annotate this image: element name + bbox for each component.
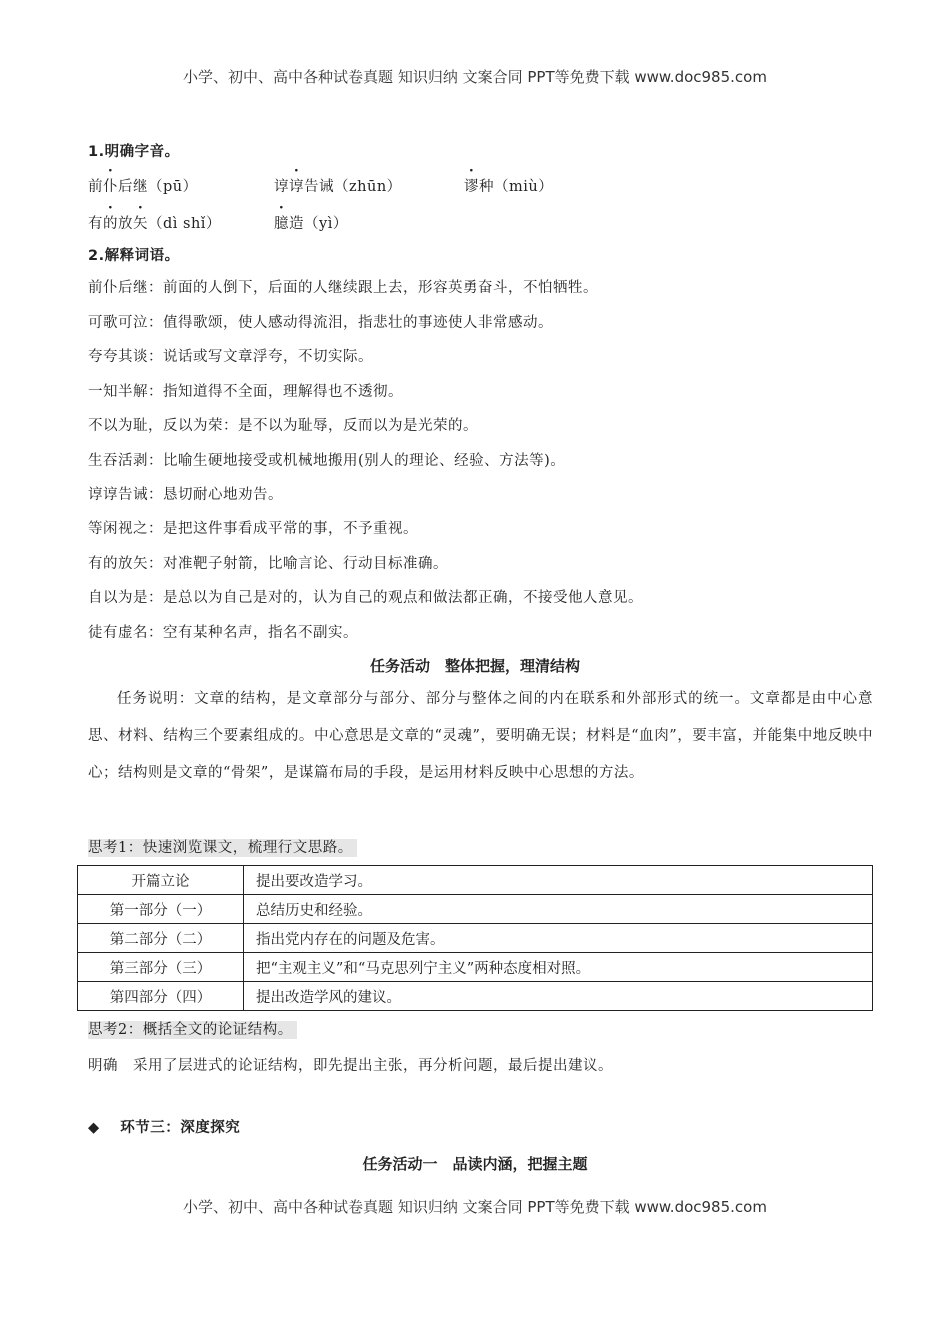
pronunciation-item: 臆造（yì） [274,216,348,232]
table-cell-content: 总结历史和经验。 [244,895,873,924]
vocabulary-item: 不以为耻，反以为荣：是不以为耻辱，反而以为是光荣的。 [88,418,478,434]
pronunciation-item: 谆谆告诫（zhūn） [274,179,402,195]
task-description: 任务说明：文章的结构，是文章部分与部分、部分与整体之间的内在联系和外部形式的统一。文章都是由中心意思、材料、结构三个要素组成的。中心意思是文章的“灵魂”，要明确无误；材料是“血肉”，要丰富，并能集中地反映中心；结构则是文章的“骨架”，是谋篇布局的手段，是运用材料反映中心思想的方法。 [88,691,873,781]
structure-table [77,865,873,1011]
pronunciation-item: 有的放矢（dì shǐ） [88,216,221,232]
task-activity-title: 任务活动 整体把握，理清结构 [369,657,580,675]
vocabulary-item: 徒有虚名：空有某种名声，指名不副实。 [88,625,358,641]
diamond-bullet-icon: ◆ [88,1120,100,1136]
vocabulary-item: 等闲视之：是把这件事看成平常的事，不予重视。 [88,521,418,537]
table-cell-content: 把“主观主义”和“马克思列宁主义”两种态度相对照。 [244,953,873,982]
section-heading: ◆ 环节三：深度探究 [88,1120,241,1136]
vocabulary-item: 一知半解：指知道得不全面，理解得也不透彻。 [88,384,403,400]
vocabulary-item: 有的放矢：对准靶子射箭，比喻言论、行动目标准确。 [88,556,448,572]
table-cell-part: 第一部分（一） [78,895,244,924]
vocabulary-item: 谆谆告诫：恳切耐心地劝告。 [88,487,283,503]
table-cell-content: 指出党内存在的问题及危害。 [244,924,873,953]
table-cell-part: 第二部分（二） [78,924,244,953]
table-row [78,982,873,1011]
table-cell-content: 提出改造学风的建议。 [244,982,873,1011]
vocabulary-item: 自以为是：是总以为自己是对的，认为自己的观点和做法都正确，不接受他人意见。 [88,590,643,606]
vocabulary-item: 可歌可泣：值得歌颂，使人感动得流泪，指悲壮的事迹使人非常感动。 [88,315,553,331]
pronunciation-item: 前仆后继（pū） [88,179,198,195]
page-header: 小学、初中、高中各种试卷真题 知识归纳 文案合同 PPT等免费下载 www.doc985.com [183,68,767,86]
table-row [78,953,873,982]
section-title-pronunciation: 1.明确字音。 [88,144,180,160]
task-activity-title: 任务活动一 品读内涵，把握主题 [362,1155,588,1173]
vocabulary-item: 夸夸其谈：说话或写文章浮夸，不切实际。 [88,349,373,365]
section-title-vocabulary: 2.解释词语。 [88,248,180,264]
page-footer: 小学、初中、高中各种试卷真题 知识归纳 文案合同 PPT等免费下载 www.doc985.com [183,1198,767,1216]
vocabulary-item: 前仆后继：前面的人倒下，后面的人继续跟上去，形容英勇奋斗，不怕牺牲。 [88,280,598,296]
pronunciation-item: 谬种（miù） [464,179,554,195]
vocabulary-item: 生吞活剥：比喻生硬地接受或机械地搬用(别人的理论、经验、方法等)。 [88,453,566,469]
table-cell-part: 开篇立论 [78,866,244,895]
table-cell-part: 第三部分（三） [78,953,244,982]
answer-text: 明确 采用了层进式的论证结构，即先提出主张，再分析问题，最后提出建议。 [88,1058,613,1074]
think-question-1: 思考1：快速浏览课文，梳理行文思路。 [88,836,357,857]
table-row [78,924,873,953]
table-cell-part: 第四部分（四） [78,982,244,1011]
table-row [78,866,873,895]
table-row [78,895,873,924]
table-cell-content: 提出要改造学习。 [244,866,873,895]
think-question-2: 思考2：概括全文的论证结构。 [88,1018,297,1039]
